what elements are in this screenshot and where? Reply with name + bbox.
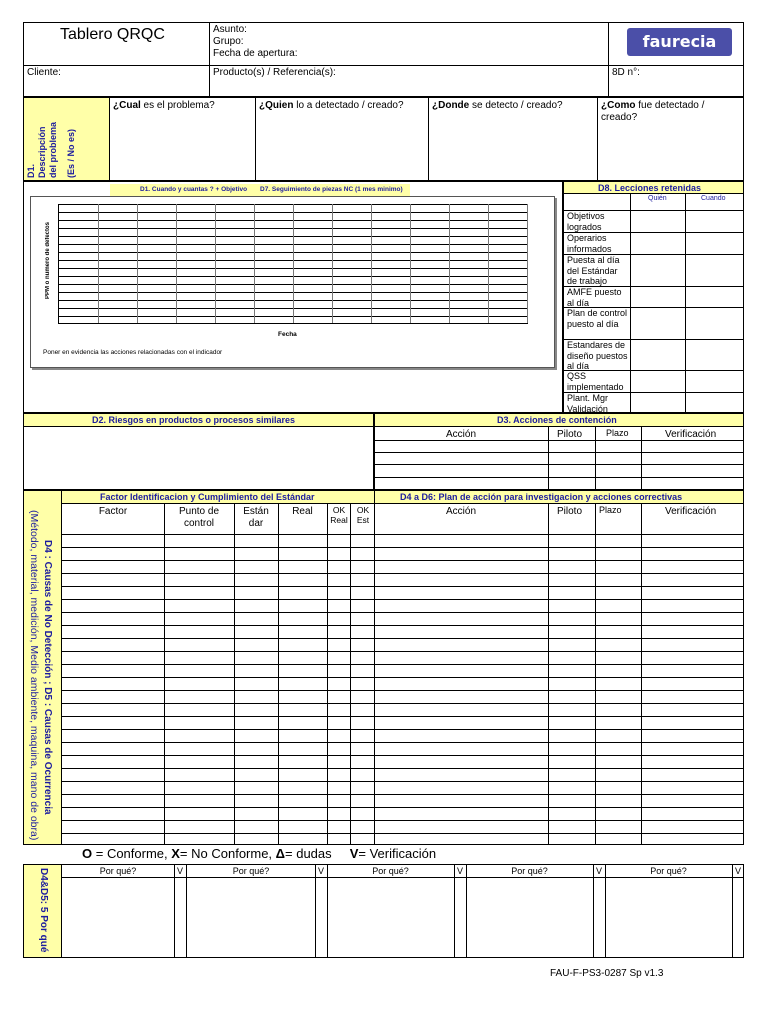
chart-header-d7: D7. Seguimiento de piezas NC (1 mes minimo) [260, 186, 403, 193]
d4-plan-title: D4 a D6: Plan de acción para investigacion y acciones correctivas [400, 492, 683, 502]
d2-title: D2. Riesgos en productos o procesos similares [92, 415, 296, 425]
d4-col-piloto: Piloto [557, 506, 583, 517]
chart-ylabel: PPM o numero de defectos [45, 222, 51, 300]
d1-side-label: D1. Descripción del problema [26, 121, 58, 178]
d4-col-ok-real: OK Real [330, 505, 348, 525]
d4-col-ok-est: OK Est [356, 505, 370, 525]
chart-header-d1: D1. Cuando y cuantas ? + Objetivo [140, 186, 248, 193]
por-que-v: V [595, 866, 602, 876]
d3-col-accion: Acción [446, 429, 477, 440]
chart-note: Poner en evidencia las acciones relacionadas con el indicador [43, 349, 223, 356]
d8-title: D8. Lecciones retenidas [598, 183, 702, 193]
d8-col-cuando: Cuando [701, 195, 726, 202]
d8-row-label: Estandares de diseño puestos al día [567, 340, 628, 371]
chart-grid [58, 204, 528, 324]
d4-col-plazo: Plazo [599, 505, 622, 515]
d3-col-verif: Verificación [665, 429, 717, 440]
legend-delta: Δ [275, 846, 286, 861]
d8-row-label: AMFE puesto al día [567, 287, 622, 308]
q-como: ¿Como fue detectado / [601, 100, 705, 111]
faurecia-logo: faurecia [627, 28, 732, 56]
cliente-label: Cliente: [27, 67, 61, 78]
d4-col-estandar: Están dar [243, 506, 269, 529]
d8-row-label: Puesta al día del Estándar de trabajo [567, 255, 620, 286]
por-que-v: V [734, 866, 741, 876]
por-que-v: V [317, 866, 324, 876]
q-como-cont: creado? [601, 112, 638, 123]
q-donde: ¿Donde se detecto / creado? [432, 100, 563, 111]
d4-factor-title: Factor Identificacion y Cumplimiento del Estándar [100, 492, 315, 502]
chart-xlabel: Fecha [278, 331, 297, 338]
q-quien: ¿Quien lo a detectado / creado? [259, 100, 404, 111]
page-title: Tablero QRQC [60, 26, 165, 43]
por-que-section [23, 864, 744, 958]
legend: O = Conforme, X= No Conforme, Δ= dudas V= Verificación [82, 846, 437, 861]
por-que-side-label: D4&D5: 5 Por qué [38, 868, 49, 953]
d4-col-accion: Acción [446, 506, 477, 517]
d8-row-label: Plan de control puesto al día [567, 308, 628, 329]
por-que-col: Por qué? [232, 866, 270, 876]
d8-row-label: QSS implementado [567, 371, 624, 392]
por-que-col: Por qué? [511, 866, 548, 876]
fecha-apertura-label: Fecha de apertura: [213, 48, 298, 59]
d3-col-plazo: Plazo [606, 428, 629, 438]
por-que-col: Por qué? [99, 866, 137, 876]
por-que-v: V [176, 866, 183, 876]
d4-col-verif: Verificación [665, 506, 717, 517]
d8-row-label: Objetivos logrados [567, 211, 605, 232]
d8-col-quien: Quién [648, 195, 667, 202]
legend-v: V [349, 846, 359, 861]
legend-o: O [82, 846, 93, 861]
d4-section [23, 490, 744, 845]
asunto-label: Asunto: [213, 24, 247, 35]
por-que-v: V [456, 866, 463, 876]
grupo-label: Grupo: [213, 36, 244, 47]
por-que-col: Por qué? [650, 866, 687, 876]
d8-row-label: Operarios informados [567, 233, 612, 254]
producto-label: Producto(s) / Referencia(s): [213, 67, 336, 78]
d3-title: D3. Acciones de contención [497, 415, 617, 425]
form-code: FAU-F-PS3-0287 Sp v1.3 [550, 968, 664, 979]
d4-side-sublabel: (Método, material, medición, Medio ambiente, maquina, mano de obra) [28, 510, 40, 841]
d4-col-punto: Punto de control [178, 506, 220, 529]
d4-side-label: D4 : Causas de No Detección ; D5 : Causas de Ocurrencia [42, 540, 53, 815]
por-que-col: Por qué? [372, 866, 409, 876]
8d-number-label: 8D n°: [612, 67, 640, 78]
d8-row-label: Plant. Mgr Validación [567, 393, 609, 414]
d1-side-sublabel: (Es / No es) [66, 128, 76, 178]
q-cual: ¿Cual es el problema? [113, 100, 215, 111]
d4-col-real: Real [292, 506, 313, 517]
legend-x: X [171, 846, 180, 861]
d4-col-factor: Factor [98, 506, 128, 517]
d3-col-piloto: Piloto [557, 429, 583, 440]
